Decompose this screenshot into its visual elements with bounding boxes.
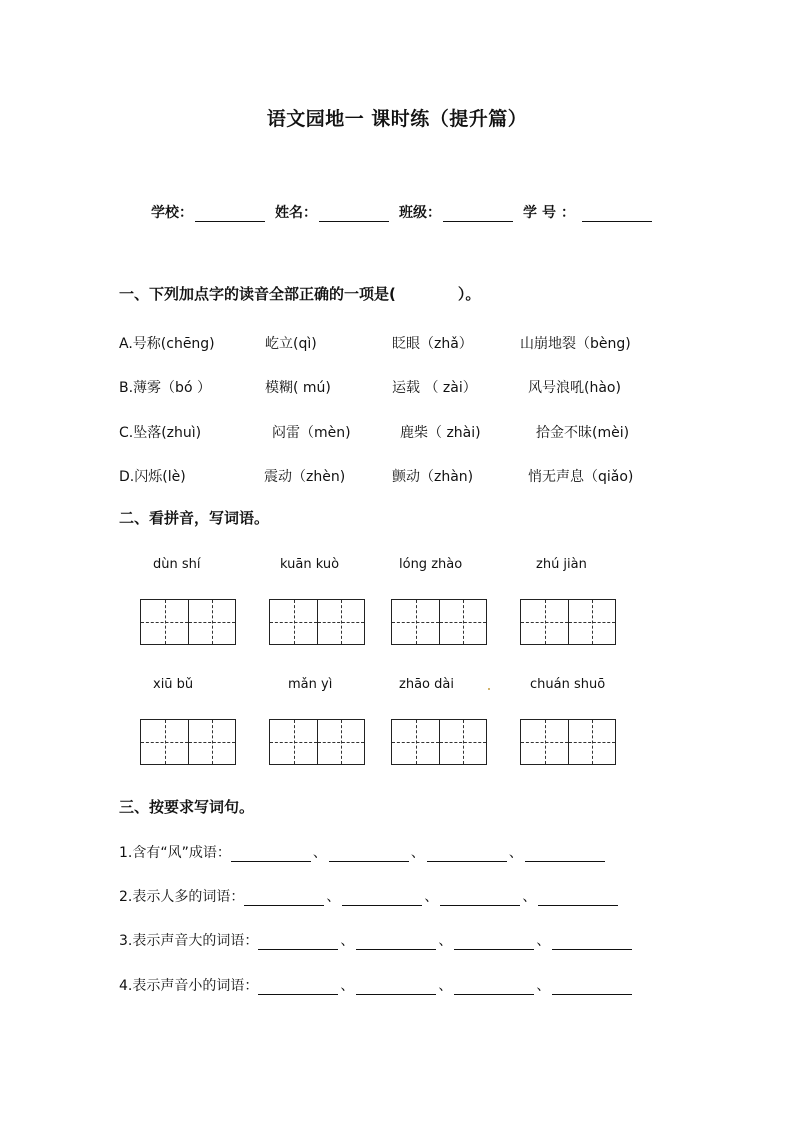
grid-cell[interactable] <box>568 719 616 765</box>
answer-line[interactable] <box>231 847 311 862</box>
answer-line[interactable] <box>538 891 618 906</box>
section1-heading <box>119 283 480 304</box>
section1-heading-text: 一、下列加点字的读音全部正确的一项是( <box>119 285 396 303</box>
answer-line[interactable] <box>427 847 507 862</box>
separator: 、 <box>340 978 355 994</box>
answer-line[interactable] <box>258 980 338 995</box>
grid-cell[interactable] <box>439 719 487 765</box>
writing-grid-dunshi[interactable] <box>140 599 236 645</box>
school-blank[interactable] <box>195 207 265 222</box>
writing-grid-longzhao[interactable] <box>391 599 487 645</box>
option-d-2: 震动（zhèn) <box>264 469 346 485</box>
answer-line[interactable] <box>342 891 422 906</box>
pinyin-kuankuo: kuān kuò <box>280 557 340 572</box>
id-blank[interactable] <box>582 207 652 222</box>
writing-grid-chuanshuo[interactable] <box>520 719 616 765</box>
section1-heading-end: ）。 <box>457 285 481 303</box>
fill-row-2-label: 2.表示人多的词语： <box>119 889 245 905</box>
option-a-3: 眨眼（zhǎ） <box>392 336 473 352</box>
option-b-1: B.薄雾（bó ） <box>119 380 211 396</box>
separator: 、 <box>508 845 523 861</box>
grid-cell[interactable] <box>391 719 439 765</box>
pinyin-xiubu: xiū bǔ <box>153 677 194 692</box>
fill-row-4 <box>119 975 632 995</box>
grid-cell[interactable] <box>520 599 568 645</box>
writing-grid-kuankuo[interactable] <box>269 599 365 645</box>
option-b-2: 模糊( mú) <box>265 380 331 396</box>
answer-line[interactable] <box>454 935 534 950</box>
answer-line[interactable] <box>244 891 324 906</box>
grid-cell[interactable] <box>188 719 236 765</box>
school-label: 学校： <box>151 205 193 221</box>
section3-heading: 三、按要求写词句。 <box>119 798 255 816</box>
separator: 、 <box>424 889 439 905</box>
pinyin-zhujian: zhú jiàn <box>536 557 587 572</box>
option-d-3: 颤动（zhàn) <box>392 469 474 485</box>
separator: 、 <box>438 978 453 994</box>
grid-cell[interactable] <box>520 719 568 765</box>
answer-line[interactable] <box>454 980 534 995</box>
option-a-2: 屹立(qì) <box>265 336 317 352</box>
option-b-3: 运载 （ zài） <box>392 380 477 396</box>
option-c-4: 拾金不昧(mèi) <box>536 425 630 441</box>
answer-line[interactable] <box>329 847 409 862</box>
name-blank[interactable] <box>319 207 389 222</box>
answer-line[interactable] <box>356 980 436 995</box>
option-c-2: 闷雷（mèn) <box>272 425 351 441</box>
grid-cell[interactable] <box>317 719 365 765</box>
option-d-1: D.闪烁(lè) <box>119 469 186 485</box>
pinyin-chuanshuo: chuán shuō <box>530 677 606 692</box>
answer-line[interactable] <box>552 935 632 950</box>
class-field[interactable] <box>399 202 513 222</box>
id-label: 学号： <box>523 205 580 221</box>
grid-cell[interactable] <box>140 599 188 645</box>
class-label: 班级： <box>399 205 441 221</box>
pinyin-zhaodai: zhāo dài <box>399 677 454 692</box>
answer-line[interactable] <box>258 935 338 950</box>
grid-cell[interactable] <box>439 599 487 645</box>
pinyin-dunshi: dùn shí <box>153 557 201 572</box>
grid-cell[interactable] <box>188 599 236 645</box>
school-field[interactable] <box>151 202 265 222</box>
option-a-4: 山崩地裂（bèng) <box>520 336 631 352</box>
fill-row-3 <box>119 930 632 950</box>
grid-cell[interactable] <box>391 599 439 645</box>
fill-row-1-label: 1.含有“风”成语： <box>119 845 231 861</box>
separator: 、 <box>326 889 341 905</box>
option-c-1: C.坠落(zhuì) <box>119 425 202 441</box>
student-info <box>151 202 662 222</box>
separator: 、 <box>536 978 551 994</box>
option-c-3: 鹿柴（ zhài) <box>400 425 481 441</box>
option-d-4: 悄无声息（qiǎo) <box>528 469 634 485</box>
separator: 、 <box>536 933 551 949</box>
fill-row-3-label: 3.表示声音大的词语： <box>119 933 259 949</box>
writing-grid-zhujian[interactable] <box>520 599 616 645</box>
separator: 、 <box>312 845 327 861</box>
answer-line[interactable] <box>356 935 436 950</box>
option-b-4: 风号浪吼(hào) <box>528 380 621 396</box>
pinyin-manyi: mǎn yì <box>288 677 333 692</box>
separator: 、 <box>522 889 537 905</box>
separator: 、 <box>410 845 425 861</box>
class-blank[interactable] <box>443 207 513 222</box>
separator: 、 <box>438 933 453 949</box>
writing-grid-zhaodai[interactable] <box>391 719 487 765</box>
answer-line[interactable] <box>552 980 632 995</box>
fill-row-1 <box>119 842 605 862</box>
section2-heading: 二、看拼音，写词语。 <box>119 509 270 527</box>
grid-cell[interactable] <box>140 719 188 765</box>
answer-line[interactable] <box>440 891 520 906</box>
grid-cell[interactable] <box>269 599 317 645</box>
grid-cell[interactable] <box>317 599 365 645</box>
grid-cell[interactable] <box>568 599 616 645</box>
writing-grid-xiubu[interactable] <box>140 719 236 765</box>
name-label: 姓名： <box>275 205 317 221</box>
separator: 、 <box>340 933 355 949</box>
answer-line[interactable] <box>525 847 605 862</box>
fill-row-2 <box>119 886 618 906</box>
writing-grid-manyi[interactable] <box>269 719 365 765</box>
page-title: 语文园地一 课时练（提升篇） <box>266 108 528 130</box>
id-field[interactable] <box>523 202 652 222</box>
pinyin-longzhao: lóng zhào <box>399 557 463 572</box>
stray-dot <box>488 688 490 690</box>
name-field[interactable] <box>275 202 389 222</box>
fill-row-4-label: 4.表示声音小的词语： <box>119 978 259 994</box>
grid-cell[interactable] <box>269 719 317 765</box>
option-a-1: A.号称(chēng) <box>119 336 215 352</box>
